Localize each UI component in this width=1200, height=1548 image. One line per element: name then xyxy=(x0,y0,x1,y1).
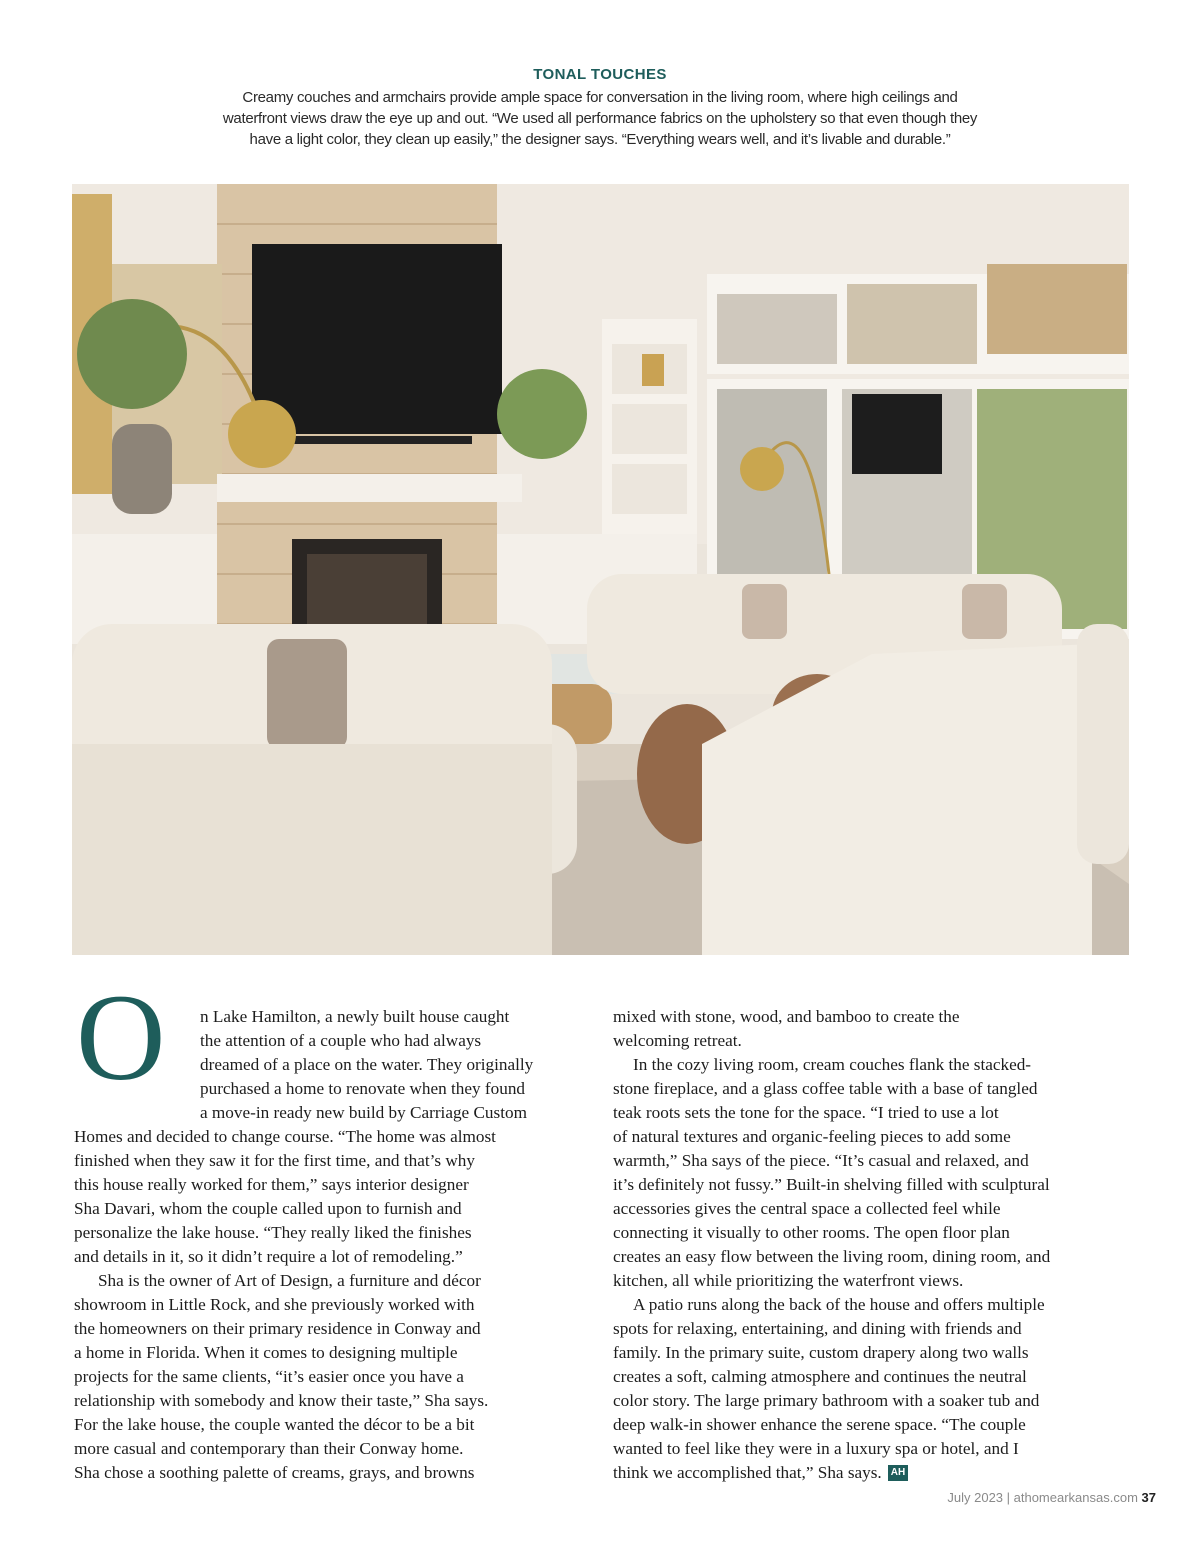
body-line: family. In the primary suite, custom drapery along two walls xyxy=(613,1343,1029,1362)
body-line: creates an easy flow between the living room, dining room, and xyxy=(613,1247,1051,1266)
body-line-text: think we accomplished that,” Sha says. xyxy=(613,1463,882,1482)
living-room-photo xyxy=(72,184,1129,955)
body-line: creates a soft, calming atmosphere and continues the neutral xyxy=(613,1367,1027,1386)
body-line: of natural textures and organic-feeling pieces to add some xyxy=(613,1127,1011,1146)
body-line: n Lake Hamilton, a newly built house caught xyxy=(200,1007,510,1026)
body-line: the attention of a couple who had always xyxy=(200,1031,482,1050)
body-line: dreamed of a place on the water. They originally xyxy=(200,1055,534,1074)
body-line: warmth,” Sha says of the piece. “It’s casual and relaxed, and xyxy=(613,1151,1029,1170)
body-line: teak roots sets the tone for the space. “I tried to use a lot xyxy=(613,1103,999,1122)
body-line: In the cozy living room, cream couches flank the stacked- xyxy=(633,1055,1032,1074)
caption-line: waterfront views draw the eye up and out. “We used all performance fabrics on the upholstery so that even though they xyxy=(222,110,978,127)
folio-text: July 2023 | athomearkansas.com xyxy=(947,1490,1138,1505)
living-room-illustration xyxy=(72,184,1129,955)
body-line: color story. The large primary bathroom with a soaker tub and xyxy=(613,1391,1040,1410)
body-line: and details in it, so it didn’t require a lot of remodeling.” xyxy=(74,1247,463,1266)
body-line: Homes and decided to change course. “The home was almost xyxy=(74,1127,496,1146)
article-column-right xyxy=(613,1005,1050,1485)
body-line: Sha chose a soothing palette of creams, grays, and browns xyxy=(74,1463,475,1482)
caption-line: have a light color, they clean up easily,” the designer says. “Everything wears well, and it’s livable and durable.” xyxy=(249,131,951,148)
body-line: a home in Florida. When it comes to designing multiple xyxy=(74,1343,458,1362)
body-line: this house really worked for them,” says interior designer xyxy=(74,1175,469,1194)
page-folio xyxy=(947,1490,1156,1505)
drop-cap: O xyxy=(76,969,166,1106)
body-line: finished when they saw it for the first time, and that’s why xyxy=(74,1151,475,1170)
body-line: projects for the same clients, “it’s easier once you have a xyxy=(74,1367,464,1386)
body-line: For the lake house, the couple wanted the décor to be a bit xyxy=(74,1415,475,1434)
body-line-last xyxy=(613,1461,1050,1485)
body-line: deep walk-in shower enhance the serene space. “The couple xyxy=(613,1415,1026,1434)
body-line: relationship with somebody and know their taste,” Sha says. xyxy=(74,1391,489,1410)
body-line: purchased a home to renovate when they found xyxy=(200,1079,526,1098)
body-line: spots for relaxing, entertaining, and dining with friends and xyxy=(613,1319,1022,1338)
article-column-left xyxy=(74,1005,533,1485)
body-line: the homeowners on their primary residence in Conway and xyxy=(74,1319,481,1338)
body-line: connecting it visually to other rooms. The open floor plan xyxy=(613,1223,1010,1242)
photo-caption xyxy=(150,66,1050,150)
body-line: accessories gives the central space a collected feel while xyxy=(613,1199,1001,1218)
body-line: welcoming retreat. xyxy=(613,1031,742,1050)
caption-line: Creamy couches and armchairs provide ample space for conversation in the living room, where high ceilings and xyxy=(242,89,958,106)
page-number: 37 xyxy=(1141,1490,1156,1505)
body-line: Sha is the owner of Art of Design, a furniture and décor xyxy=(98,1271,481,1290)
body-line: kitchen, all while prioritizing the waterfront views. xyxy=(613,1271,964,1290)
body-line: it’s definitely not fussy.” Built-in shelving filled with sculptural xyxy=(613,1175,1050,1194)
body-line: more casual and contemporary than their Conway home. xyxy=(74,1439,464,1458)
end-mark-badge: AH xyxy=(888,1465,908,1481)
body-line: Sha Davari, whom the couple called upon to furnish and xyxy=(74,1199,462,1218)
caption-kicker: TONAL TOUCHES xyxy=(533,66,667,83)
body-line: A patio runs along the back of the house and offers multiple xyxy=(633,1295,1045,1314)
body-line: personalize the lake house. “They really liked the finishes xyxy=(74,1223,472,1242)
body-line: showroom in Little Rock, and she previously worked with xyxy=(74,1295,475,1314)
body-line: mixed with stone, wood, and bamboo to create the xyxy=(613,1007,960,1026)
body-line: a move-in ready new build by Carriage Custom xyxy=(200,1103,527,1122)
body-line: stone fireplace, and a glass coffee table with a base of tangled xyxy=(613,1079,1038,1098)
body-line: wanted to feel like they were in a luxury spa or hotel, and I xyxy=(613,1439,1019,1458)
